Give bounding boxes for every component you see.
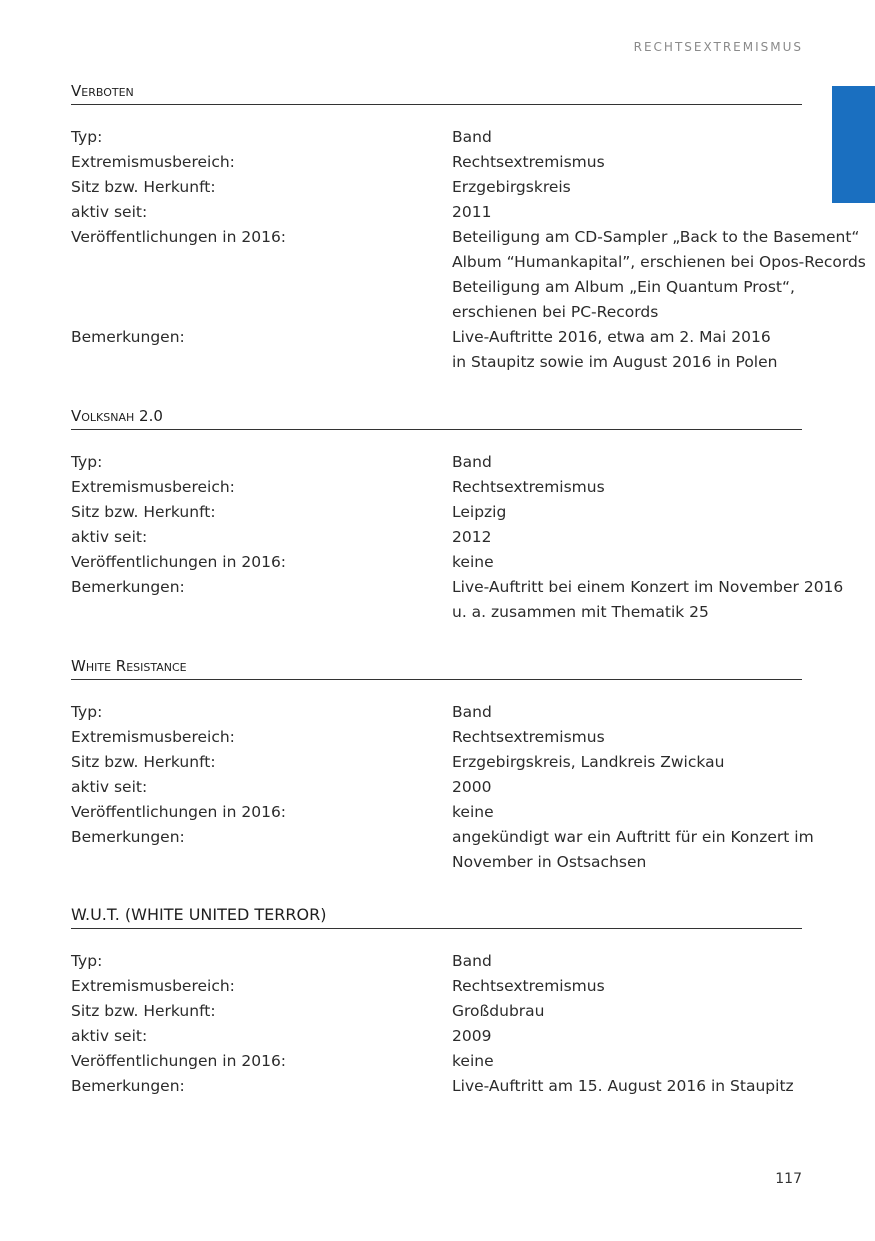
entry-row: [71, 575, 844, 625]
field-value: [452, 700, 802, 725]
field-label: Sitz bzw. Herkunft:: [71, 1002, 216, 1020]
value-line: 2000: [452, 778, 492, 796]
field-label: aktiv seit:: [71, 528, 148, 546]
entry-row: [71, 550, 802, 575]
entry-row: [71, 725, 802, 750]
entry-row: [71, 1024, 802, 1049]
section-title: W.U.T. (WHITE UNITED TERROR): [71, 903, 802, 929]
field-value: [452, 450, 802, 475]
value-line: Rechtsextremismus: [452, 153, 605, 171]
entry-row: [71, 325, 802, 375]
value-line: Album “Humankapital”, erschienen bei Opos-Records: [452, 253, 866, 271]
field-label: Extremismusbereich:: [71, 977, 235, 995]
field-label: Typ:: [71, 453, 103, 471]
field-label: Typ:: [71, 703, 103, 721]
value-line: Beteiligung am CD-Sampler „Back to the Basement“: [452, 228, 860, 246]
field-label: aktiv seit:: [71, 778, 148, 796]
entry-row: [71, 475, 802, 500]
field-label: Typ:: [71, 128, 103, 146]
value-line: Beteiligung am Album „Ein Quantum Prost“,: [452, 278, 795, 296]
field-label: aktiv seit:: [71, 203, 148, 221]
entry-row: [71, 825, 814, 875]
entry-section: [71, 79, 866, 375]
entry-row: [71, 175, 802, 200]
field-label: Bemerkungen:: [71, 578, 185, 596]
field-label: Extremismusbereich:: [71, 153, 235, 171]
entry-row: [71, 949, 802, 974]
value-line: 2009: [452, 1027, 492, 1045]
entry-row: [71, 225, 866, 325]
field-value: [452, 1049, 802, 1074]
field-value: [452, 800, 802, 825]
section-title: Volksnah 2.0: [71, 404, 802, 430]
entry-rows: [71, 949, 802, 1099]
entry-rows: [71, 700, 814, 875]
field-label: Bemerkungen:: [71, 1077, 185, 1095]
entry-rows: [71, 125, 866, 375]
field-label: Sitz bzw. Herkunft:: [71, 753, 216, 771]
section-title: Verboten: [71, 79, 802, 105]
entry-row: [71, 500, 802, 525]
value-line: Rechtsextremismus: [452, 728, 605, 746]
field-label: Sitz bzw. Herkunft:: [71, 503, 216, 521]
field-value: [452, 225, 866, 325]
section-title: White Resistance: [71, 654, 802, 680]
value-line: keine: [452, 553, 494, 571]
value-line: 2011: [452, 203, 492, 221]
field-value: [452, 200, 802, 225]
field-value: [452, 1024, 802, 1049]
value-line: u. a. zusammen mit Thematik 25: [452, 603, 709, 621]
entry-section: [71, 903, 802, 1099]
field-label: Extremismusbereich:: [71, 728, 235, 746]
entry-row: [71, 525, 802, 550]
entry-row: [71, 200, 802, 225]
field-label: Sitz bzw. Herkunft:: [71, 178, 216, 196]
field-label: Bemerkungen:: [71, 828, 185, 846]
value-line: Band: [452, 453, 492, 471]
running-header: RECHTSEXTREMISMUS: [633, 40, 803, 54]
value-line: erschienen bei PC-Records: [452, 303, 659, 321]
value-line: Erzgebirgskreis: [452, 178, 571, 196]
value-line: Erzgebirgskreis, Landkreis Zwickau: [452, 753, 725, 771]
field-value: [452, 949, 802, 974]
value-line: keine: [452, 803, 494, 821]
value-line: Live-Auftritt bei einem Konzert im November 2016: [452, 578, 844, 596]
field-label: Veröffentlichungen in 2016:: [71, 1052, 287, 1070]
field-value: [452, 725, 802, 750]
value-line: Band: [452, 952, 492, 970]
page-number: 117: [775, 1171, 802, 1187]
value-line: Live-Auftritte 2016, etwa am 2. Mai 2016: [452, 328, 771, 346]
entry-row: [71, 974, 802, 999]
field-value: [452, 1074, 802, 1099]
entry-rows: [71, 450, 844, 625]
value-line: Rechtsextremismus: [452, 478, 605, 496]
value-line: Leipzig: [452, 503, 507, 521]
field-label: Bemerkungen:: [71, 328, 185, 346]
value-line: in Staupitz sowie im August 2016 in Polen: [452, 353, 778, 371]
value-line: keine: [452, 1052, 494, 1070]
entry-section: [71, 654, 814, 875]
field-value: [452, 325, 802, 375]
field-value: [452, 775, 802, 800]
field-label: Veröffentlichungen in 2016:: [71, 803, 287, 821]
field-label: Veröffentlichungen in 2016:: [71, 553, 287, 571]
value-line: Live-Auftritt am 15. August 2016 in Staupitz: [452, 1077, 794, 1095]
field-label: Typ:: [71, 952, 103, 970]
entry-row: [71, 1074, 802, 1099]
field-value: [452, 575, 843, 625]
field-value: [452, 125, 802, 150]
entry-row: [71, 775, 802, 800]
chapter-tab-marker: [832, 86, 875, 203]
entry-section: [71, 404, 844, 625]
field-value: [452, 475, 802, 500]
entry-row: [71, 700, 802, 725]
value-line: 2012: [452, 528, 492, 546]
field-value: [452, 825, 814, 875]
value-line: Rechtsextremismus: [452, 977, 605, 995]
value-line: angekündigt war ein Auftritt für ein Konzert im: [452, 828, 814, 846]
entry-row: [71, 750, 802, 775]
field-label: aktiv seit:: [71, 1027, 148, 1045]
entry-row: [71, 450, 802, 475]
entry-row: [71, 125, 802, 150]
value-line: Großdubrau: [452, 1002, 545, 1020]
value-line: Band: [452, 128, 492, 146]
entry-row: [71, 1049, 802, 1074]
value-line: November in Ostsachsen: [452, 853, 647, 871]
entry-row: [71, 999, 802, 1024]
field-value: [452, 525, 802, 550]
field-value: [452, 999, 802, 1024]
field-value: [452, 550, 802, 575]
field-value: [452, 750, 802, 775]
field-label: Veröffentlichungen in 2016:: [71, 228, 287, 246]
field-value: [452, 500, 802, 525]
field-label: Extremismusbereich:: [71, 478, 235, 496]
value-line: Band: [452, 703, 492, 721]
field-value: [452, 150, 802, 175]
field-value: [452, 974, 802, 999]
entry-row: [71, 150, 802, 175]
field-value: [452, 175, 802, 200]
entry-row: [71, 800, 802, 825]
